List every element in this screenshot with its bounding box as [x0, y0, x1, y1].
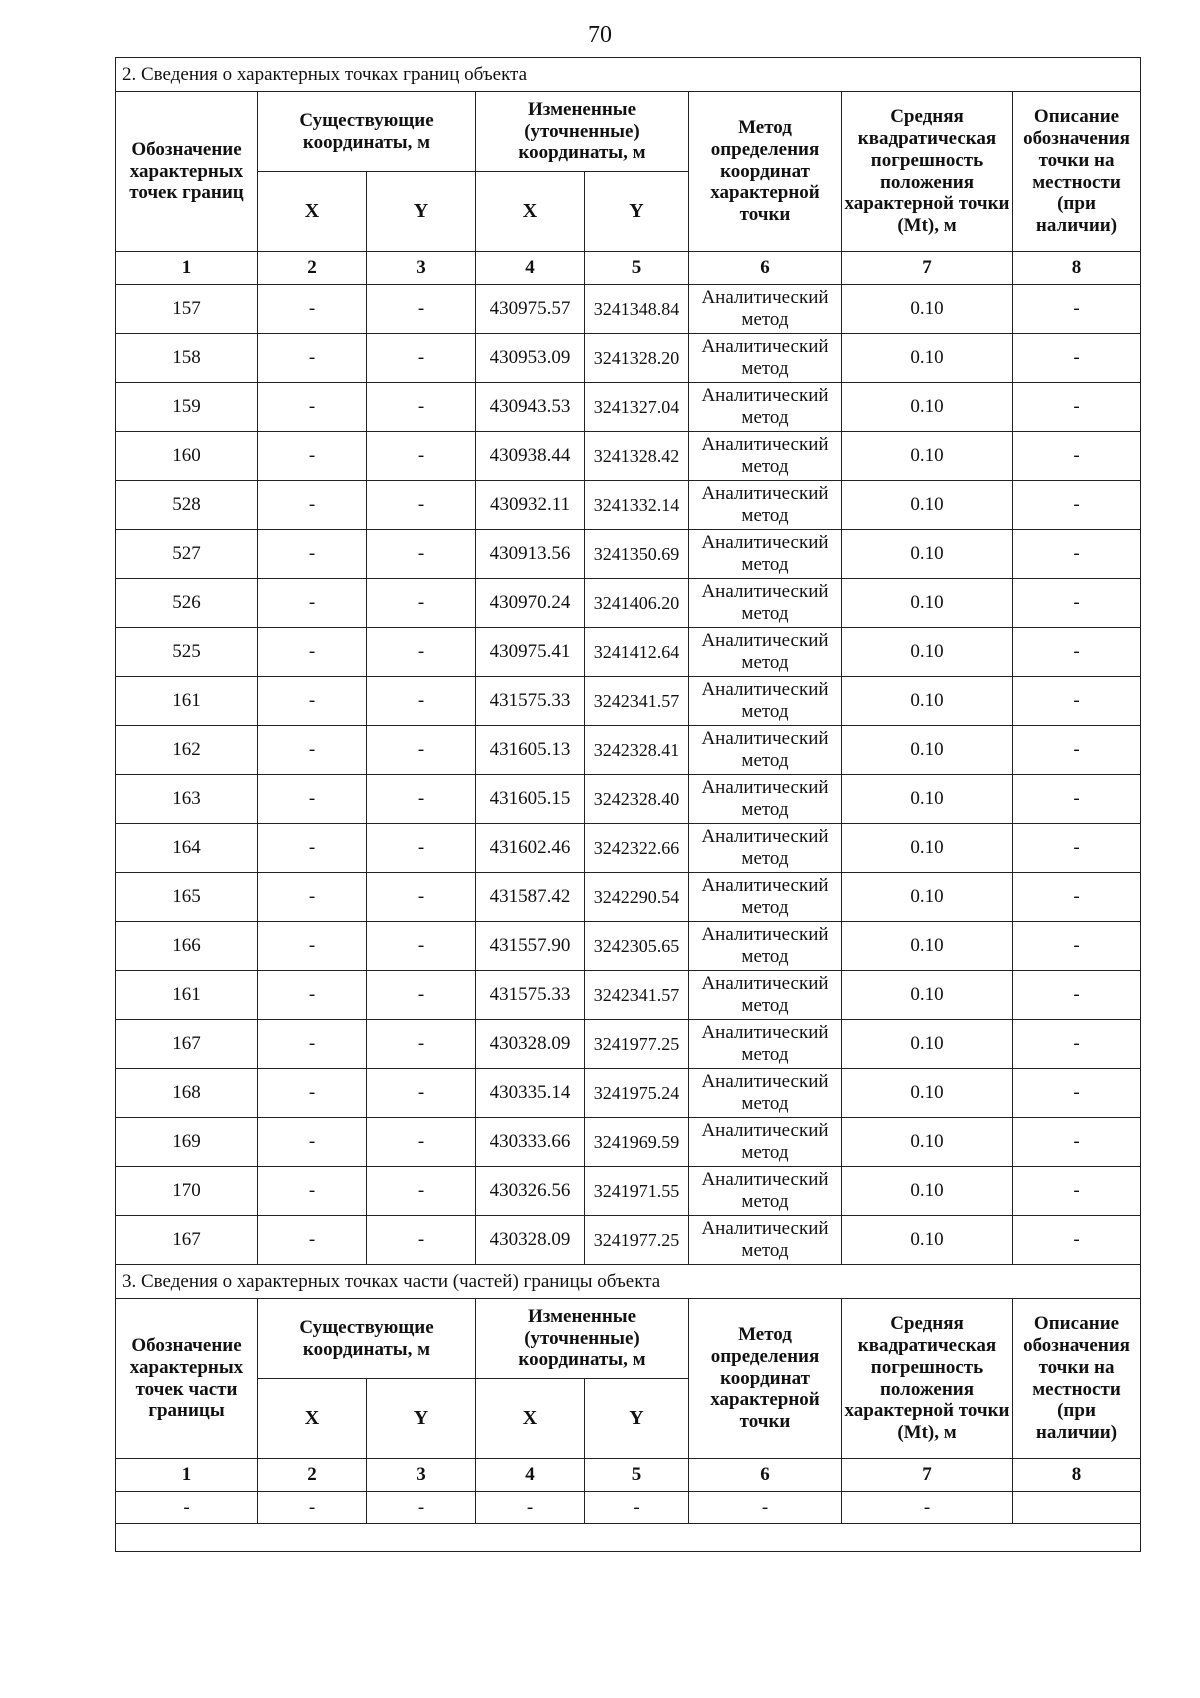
section3-header-method: Метод определения координат характерной точки: [689, 1299, 842, 1459]
col-number: 5: [585, 1459, 689, 1492]
cell-existing-x: -: [258, 1216, 367, 1265]
section3-header-changed-x: X: [476, 1379, 585, 1459]
cell-mt-error: 0.10: [842, 824, 1013, 873]
cell-point-id: 160: [116, 432, 258, 481]
cell-existing-x: -: [258, 579, 367, 628]
col-number: 4: [476, 252, 585, 285]
table-row: [116, 824, 1141, 873]
cell-description: -: [1013, 383, 1141, 432]
cell-changed-y: 3241977.25: [585, 1216, 689, 1265]
cell-changed-x: 430326.56: [476, 1167, 585, 1216]
cell-method: -: [689, 1492, 842, 1524]
header-existing-x: X: [258, 172, 367, 252]
cell-point-id: 167: [116, 1216, 258, 1265]
cell-mt-error: 0.10: [842, 726, 1013, 775]
cell-method: Аналитический метод: [689, 1069, 842, 1118]
cell-method: Аналитический метод: [689, 1216, 842, 1265]
cell-changed-y: 3242322.66: [585, 824, 689, 873]
cell-existing-y: -: [367, 775, 476, 824]
cell-existing-x: -: [258, 1020, 367, 1069]
cell-changed-x: 431605.15: [476, 775, 585, 824]
cell-mt-error: 0.10: [842, 677, 1013, 726]
cell-description: -: [1013, 628, 1141, 677]
cell-method: Аналитический метод: [689, 383, 842, 432]
col-number: 7: [842, 1459, 1013, 1492]
cell-mt-error: 0.10: [842, 579, 1013, 628]
cell-point-id: 526: [116, 579, 258, 628]
header-method: Метод определения координат характерной точки: [689, 92, 842, 252]
cell-point-id: 161: [116, 677, 258, 726]
cell-mt-error: 0.10: [842, 481, 1013, 530]
cell-existing-x: -: [258, 922, 367, 971]
cell-changed-y: 3241969.59: [585, 1118, 689, 1167]
cell-mt-error: 0.10: [842, 530, 1013, 579]
cell-existing-y: -: [367, 1492, 476, 1524]
cell-changed-y: 3241350.69: [585, 530, 689, 579]
col-number: 1: [116, 252, 258, 285]
cell-mt-error: 0.10: [842, 1167, 1013, 1216]
cell-method: Аналитический метод: [689, 481, 842, 530]
cell-changed-y: 3242305.65: [585, 922, 689, 971]
section3-header-existing: Существующие координаты, м: [258, 1299, 476, 1379]
cell-changed-y: 3241412.64: [585, 628, 689, 677]
cell-changed-x: 431587.42: [476, 873, 585, 922]
section-2-title: 2. Сведения о характерных точках границ объекта: [116, 58, 1141, 92]
section3-header-existing-x: X: [258, 1379, 367, 1459]
cell-existing-x: -: [258, 873, 367, 922]
cell-changed-y: 3242328.40: [585, 775, 689, 824]
cell-description: -: [1013, 1118, 1141, 1167]
cell-existing-y: -: [367, 285, 476, 334]
table-row: [116, 1069, 1141, 1118]
cell-existing-x: -: [258, 383, 367, 432]
cell-existing-x: -: [258, 677, 367, 726]
cell-changed-x: 430975.57: [476, 285, 585, 334]
cell-point-id: 158: [116, 334, 258, 383]
column-numbers-row: [116, 252, 1141, 285]
table-row: [116, 432, 1141, 481]
cell-point-id: 169: [116, 1118, 258, 1167]
col-number: 1: [116, 1459, 258, 1492]
cell-method: Аналитический метод: [689, 775, 842, 824]
table-row: [116, 775, 1141, 824]
cell-method: Аналитический метод: [689, 432, 842, 481]
col-number: 8: [1013, 1459, 1141, 1492]
cell-method: Аналитический метод: [689, 1167, 842, 1216]
col-number: 8: [1013, 252, 1141, 285]
cell-point-id: 162: [116, 726, 258, 775]
section3-header-changed: Измененные (уточненные) координаты, м: [476, 1299, 689, 1379]
table-row: [116, 579, 1141, 628]
cell-changed-y: 3242341.57: [585, 971, 689, 1020]
col-number: 6: [689, 1459, 842, 1492]
header-description: Описание обозначения точки на местности (при наличии): [1013, 92, 1141, 252]
table-row: [116, 1118, 1141, 1167]
cell-mt-error: 0.10: [842, 628, 1013, 677]
cell-existing-x: -: [258, 1069, 367, 1118]
table-row: [116, 481, 1141, 530]
cell-description: -: [1013, 775, 1141, 824]
section3-header-existing-y: Y: [367, 1379, 476, 1459]
table-row: [116, 1216, 1141, 1265]
cell-point-id: 165: [116, 873, 258, 922]
cell-existing-y: -: [367, 1118, 476, 1167]
cell-method: Аналитический метод: [689, 285, 842, 334]
boundary-points-table: [115, 57, 1141, 1552]
cell-changed-y: 3242290.54: [585, 873, 689, 922]
cell-method: Аналитический метод: [689, 726, 842, 775]
col-number: 2: [258, 1459, 367, 1492]
cell-existing-x: -: [258, 824, 367, 873]
cell-mt-error: 0.10: [842, 873, 1013, 922]
cell-description: -: [1013, 922, 1141, 971]
cell-description: -: [1013, 971, 1141, 1020]
cell-existing-y: -: [367, 481, 476, 530]
cell-description: -: [1013, 1216, 1141, 1265]
section3-header-designation: Обозначение характерных точек части границы: [116, 1299, 258, 1459]
cell-description: -: [1013, 285, 1141, 334]
table-row: [116, 726, 1141, 775]
cell-description: -: [1013, 530, 1141, 579]
cell-changed-y: 3241971.55: [585, 1167, 689, 1216]
section3-header-error: Средняя квадратическая погрешность положения характерной точки (Mt), м: [842, 1299, 1013, 1459]
cell-mt-error: 0.10: [842, 334, 1013, 383]
cell-mt-error: 0.10: [842, 1020, 1013, 1069]
cell-changed-x: 430328.09: [476, 1020, 585, 1069]
table-row: [116, 285, 1141, 334]
cell-point-id: 525: [116, 628, 258, 677]
cell-existing-x: -: [258, 971, 367, 1020]
cell-point-id: 159: [116, 383, 258, 432]
cell-existing-y: -: [367, 334, 476, 383]
cell-existing-x: -: [258, 432, 367, 481]
cell-existing-x: -: [258, 1118, 367, 1167]
cell-changed-x: 431575.33: [476, 971, 585, 1020]
cell-changed-y: 3241328.42: [585, 432, 689, 481]
cell-method: Аналитический метод: [689, 922, 842, 971]
col-number: 7: [842, 252, 1013, 285]
cell-mt-error: -: [842, 1492, 1013, 1524]
cell-method: Аналитический метод: [689, 971, 842, 1020]
cell-existing-x: -: [258, 481, 367, 530]
cell-changed-x: 431575.33: [476, 677, 585, 726]
section-3-title: 3. Сведения о характерных точках части (частей) границы объекта: [116, 1265, 1141, 1299]
cell-mt-error: 0.10: [842, 432, 1013, 481]
cell-mt-error: 0.10: [842, 285, 1013, 334]
page-number: 70: [588, 22, 612, 48]
cell-description: -: [1013, 824, 1141, 873]
cell-existing-y: -: [367, 726, 476, 775]
cell-description: -: [1013, 1069, 1141, 1118]
cell-point-id: 164: [116, 824, 258, 873]
header-error: Средняя квадратическая погрешность положения характерной точки (Mt), м: [842, 92, 1013, 252]
cell-existing-x: -: [258, 530, 367, 579]
blank-row: [116, 1524, 1141, 1552]
cell-changed-y: -: [585, 1492, 689, 1524]
cell-changed-x: 430938.44: [476, 432, 585, 481]
cell-changed-x: 430333.66: [476, 1118, 585, 1167]
header-existing-coords: Существующие координаты, м: [258, 92, 476, 172]
cell-point-id: 168: [116, 1069, 258, 1118]
cell-description: -: [1013, 726, 1141, 775]
table-row: [116, 922, 1141, 971]
col-number: 3: [367, 1459, 476, 1492]
cell-description: -: [1013, 432, 1141, 481]
header-designation: Обозначение характерных точек границ: [116, 92, 258, 252]
table-row: [116, 1020, 1141, 1069]
cell-point-id: 161: [116, 971, 258, 1020]
cell-existing-x: -: [258, 726, 367, 775]
cell-changed-x: 430328.09: [476, 1216, 585, 1265]
cell-existing-y: -: [367, 873, 476, 922]
section3-column-numbers-row: [116, 1459, 1141, 1492]
table-row: [116, 628, 1141, 677]
header-existing-y: Y: [367, 172, 476, 252]
section3-empty-row: [116, 1492, 1141, 1524]
cell-mt-error: 0.10: [842, 1069, 1013, 1118]
cell-description: -: [1013, 677, 1141, 726]
cell-changed-x: 430335.14: [476, 1069, 585, 1118]
cell-changed-x: 430913.56: [476, 530, 585, 579]
cell-mt-error: 0.10: [842, 1118, 1013, 1167]
cell-method: Аналитический метод: [689, 873, 842, 922]
cell-method: Аналитический метод: [689, 677, 842, 726]
cell-description: -: [1013, 873, 1141, 922]
cell-point-id: 167: [116, 1020, 258, 1069]
cell-changed-x: 431605.13: [476, 726, 585, 775]
table-row: [116, 873, 1141, 922]
cell-point-id: 528: [116, 481, 258, 530]
table-row: [116, 971, 1141, 1020]
col-number: 2: [258, 252, 367, 285]
cell-method: Аналитический метод: [689, 628, 842, 677]
cell-existing-x: -: [258, 334, 367, 383]
table-row: [116, 530, 1141, 579]
cell-existing-y: -: [367, 971, 476, 1020]
cell-existing-y: -: [367, 677, 476, 726]
col-number: 6: [689, 252, 842, 285]
col-number: 3: [367, 252, 476, 285]
cell-point-id: 166: [116, 922, 258, 971]
header-changed-x: X: [476, 172, 585, 252]
col-number: 5: [585, 252, 689, 285]
cell-mt-error: 0.10: [842, 1216, 1013, 1265]
cell-existing-y: -: [367, 579, 476, 628]
cell-mt-error: 0.10: [842, 775, 1013, 824]
cell-changed-y: 3242328.41: [585, 726, 689, 775]
cell-changed-x: 430932.11: [476, 481, 585, 530]
header-changed-y: Y: [585, 172, 689, 252]
cell-changed-x: 430953.09: [476, 334, 585, 383]
cell-existing-y: -: [367, 1167, 476, 1216]
cell-description: -: [1013, 481, 1141, 530]
cell-existing-x: -: [258, 1167, 367, 1216]
table-row: [116, 677, 1141, 726]
cell-point-id: 157: [116, 285, 258, 334]
cell-point-id: 527: [116, 530, 258, 579]
cell-method: Аналитический метод: [689, 579, 842, 628]
cell-description: -: [1013, 579, 1141, 628]
cell-mt-error: 0.10: [842, 971, 1013, 1020]
cell-description: -: [1013, 1167, 1141, 1216]
cell-existing-y: -: [367, 1020, 476, 1069]
cell-method: Аналитический метод: [689, 1118, 842, 1167]
cell-changed-x: 430975.41: [476, 628, 585, 677]
cell-point-id: 163: [116, 775, 258, 824]
cell-description: -: [1013, 1020, 1141, 1069]
cell-description: -: [1013, 334, 1141, 383]
cell-changed-y: 3241406.20: [585, 579, 689, 628]
table-row: [116, 334, 1141, 383]
cell-changed-y: 3241977.25: [585, 1020, 689, 1069]
section3-header-description: Описание обозначения точки на местности (при наличии): [1013, 1299, 1141, 1459]
cell-point-id: -: [116, 1492, 258, 1524]
cell-existing-y: -: [367, 922, 476, 971]
cell-changed-y: 3242341.57: [585, 677, 689, 726]
table-row: [116, 1167, 1141, 1216]
cell-existing-y: -: [367, 824, 476, 873]
cell-existing-y: -: [367, 628, 476, 677]
cell-existing-x: -: [258, 628, 367, 677]
cell-description: [1013, 1492, 1141, 1524]
cell-changed-y: 3241328.20: [585, 334, 689, 383]
cell-existing-x: -: [258, 1492, 367, 1524]
cell-changed-x: -: [476, 1492, 585, 1524]
cell-existing-y: -: [367, 1069, 476, 1118]
cell-changed-x: 430970.24: [476, 579, 585, 628]
cell-existing-x: -: [258, 775, 367, 824]
cell-existing-y: -: [367, 1216, 476, 1265]
cell-changed-y: 3241332.14: [585, 481, 689, 530]
table-row: [116, 383, 1141, 432]
cell-existing-y: -: [367, 432, 476, 481]
cell-method: Аналитический метод: [689, 334, 842, 383]
cell-existing-x: -: [258, 285, 367, 334]
cell-changed-y: 3241348.84: [585, 285, 689, 334]
section3-header-changed-y: Y: [585, 1379, 689, 1459]
cell-existing-y: -: [367, 530, 476, 579]
cell-changed-y: 3241327.04: [585, 383, 689, 432]
cell-point-id: 170: [116, 1167, 258, 1216]
cell-changed-x: 431602.46: [476, 824, 585, 873]
cell-existing-y: -: [367, 383, 476, 432]
cell-method: Аналитический метод: [689, 1020, 842, 1069]
cell-changed-x: 431557.90: [476, 922, 585, 971]
header-changed-coords: Измененные (уточненные) координаты, м: [476, 92, 689, 172]
col-number: 4: [476, 1459, 585, 1492]
cell-mt-error: 0.10: [842, 922, 1013, 971]
cell-mt-error: 0.10: [842, 383, 1013, 432]
cell-method: Аналитический метод: [689, 824, 842, 873]
cell-changed-y: 3241975.24: [585, 1069, 689, 1118]
cell-method: Аналитический метод: [689, 530, 842, 579]
cell-changed-x: 430943.53: [476, 383, 585, 432]
